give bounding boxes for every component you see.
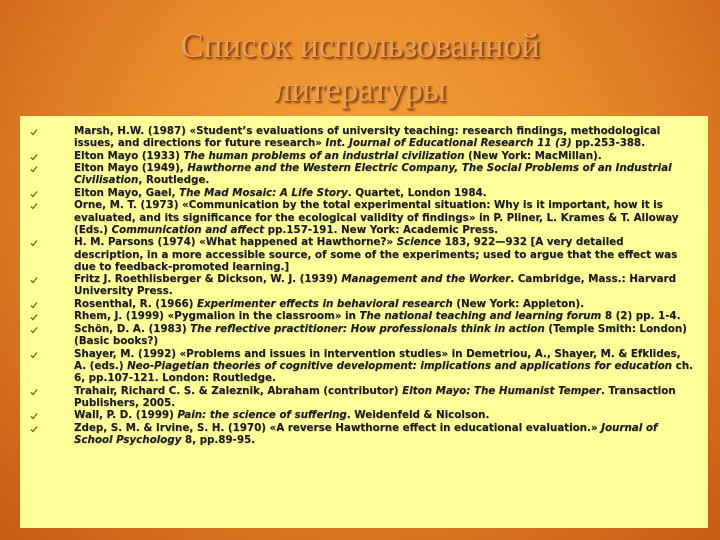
reference-title: The human problems of an industrial civilization xyxy=(183,149,465,162)
reference-text: . Cambridge, Mass.: Harvard University Press. xyxy=(74,273,677,298)
reference-item xyxy=(30,273,698,297)
reference-item xyxy=(30,125,698,149)
checkmark-icon xyxy=(30,239,38,247)
reference-title: Int. Journal of Educational Research 11 (3) xyxy=(325,137,572,150)
reference-text: (New York: MacMillan). xyxy=(464,149,602,162)
reference-item xyxy=(30,199,698,236)
reference-item xyxy=(30,162,698,186)
checkmark-icon xyxy=(30,128,38,136)
reference-text: Elton Mayo (1949), xyxy=(74,162,188,175)
reference-text: pp.253-388. xyxy=(571,137,646,150)
reference-text: H. M. Parsons (1974) «What happened at Hawthorne?» xyxy=(74,236,397,249)
checkmark-icon xyxy=(30,313,38,321)
reference-text: Elton Mayo (1933) xyxy=(74,149,184,162)
reference-text: ch. 6, pp.107-121. London: Routledge. xyxy=(74,359,693,385)
reference-title: Management and the Worker xyxy=(341,273,511,286)
reference-item xyxy=(30,385,698,409)
reference-title: Journal of School Psychology xyxy=(74,421,658,446)
reference-text: Fritz J. Roethlisberger & Dickson, W. J. (1939) xyxy=(74,273,342,286)
reference-text: Zdep, S. M. & Irvine, S. H. (1970) «A reverse Hawthorne effect in educational evaluation.» xyxy=(74,421,602,434)
reference-item xyxy=(30,187,698,199)
references-panel xyxy=(20,116,708,528)
reference-text: . Weidenfeld & Nicolson. xyxy=(346,409,490,422)
reference-text: Rhem, J. (1999) «Pygmalion in the classroom» in xyxy=(74,310,360,323)
checkmark-icon xyxy=(30,276,38,284)
reference-text: Rosenthal, R. (1966) xyxy=(74,297,197,310)
references-list xyxy=(30,125,698,446)
reference-text: 183, 922—932 [A very detailed description, in a more accessible source, of some of the experiments; used to argue that the effect was due to feedback-promoted learning.] xyxy=(74,236,678,273)
checkmark-icon xyxy=(30,165,38,173)
checkmark-icon xyxy=(30,425,38,433)
reference-title: Hawthorne and the Western Electric Company, The Social Problems of an Industrial Civilisation xyxy=(74,162,672,187)
reference-text: 8, pp.89-95. xyxy=(181,433,256,446)
slide-title-line2: литературы xyxy=(273,70,447,109)
reference-text: Trahair, Richard C. S. & Zaleznik, Abraham (contributor) xyxy=(74,384,403,397)
checkmark-icon xyxy=(30,202,38,210)
checkmark-icon xyxy=(30,388,38,396)
reference-item xyxy=(30,236,698,273)
reference-title: Science xyxy=(396,236,442,249)
reference-text: Elton Mayo, Gael, xyxy=(74,186,180,199)
checkmark-icon xyxy=(30,301,38,309)
reference-item xyxy=(30,310,698,322)
reference-text: Marsh, H.W. (1987) «Student’s evaluations of university teaching: research findings, methodological issues, and directions for future research» xyxy=(74,125,661,150)
reference-item xyxy=(30,298,698,310)
reference-title: Elton Mayo: The Humanist Temper xyxy=(402,384,601,397)
reference-item xyxy=(30,422,698,446)
checkmark-icon xyxy=(30,412,38,420)
checkmark-icon xyxy=(30,351,38,359)
reference-text: Schön, D. A. (1983) xyxy=(74,322,191,335)
reference-title: The reflective practitioner: How professionals think in action xyxy=(190,322,545,335)
reference-text: (Temple Smith: London) (Basic books?) xyxy=(74,322,687,348)
reference-text: pp.157-191. New York: Academic Press. xyxy=(264,223,499,236)
reference-text: . Quartet, London 1984. xyxy=(347,186,487,199)
slide-title-line1: Список использованной xyxy=(180,26,540,65)
reference-text: Shayer, M. (1992) «Problems and issues in intervention studies» in Demetriou, A., Shayer, M. & Efklides, A. (eds.) xyxy=(74,347,681,372)
checkmark-icon xyxy=(30,153,38,161)
checkmark-icon xyxy=(30,190,38,198)
reference-title: Neo-Piagetian theories of cognitive development: implications and applications for education xyxy=(127,359,673,372)
reference-text: (New York: Appleton). xyxy=(452,297,585,310)
reference-item xyxy=(30,323,698,347)
reference-text: Wall, P. D. (1999) xyxy=(74,409,178,422)
reference-title: Experimenter effects in behavioral research xyxy=(196,297,453,310)
reference-item xyxy=(30,150,698,162)
reference-title: The national teaching and learning forum xyxy=(359,310,602,323)
slide-title xyxy=(0,24,720,112)
reference-title: The Mad Mosaic: A Life Story xyxy=(179,186,348,199)
reference-text: , Routledge. xyxy=(138,174,210,187)
reference-title: Pain: the science of suffering xyxy=(177,409,347,422)
reference-text: 8 (2) pp. 1-4. xyxy=(601,310,681,323)
reference-title: Communication and affect xyxy=(111,223,264,236)
reference-text: . Transaction Publishers, 2005. xyxy=(74,384,676,409)
checkmark-icon xyxy=(30,326,38,334)
reference-item xyxy=(30,409,698,421)
reference-text: Orne, M. T. (1973) «Communication by the total experimental situation: Why is it important, how it is evaluated, and its significance for the ecological validity of findings» in P. Pliner, L. Krames & T. Alloway (Eds.) xyxy=(74,199,679,236)
reference-item xyxy=(30,348,698,385)
